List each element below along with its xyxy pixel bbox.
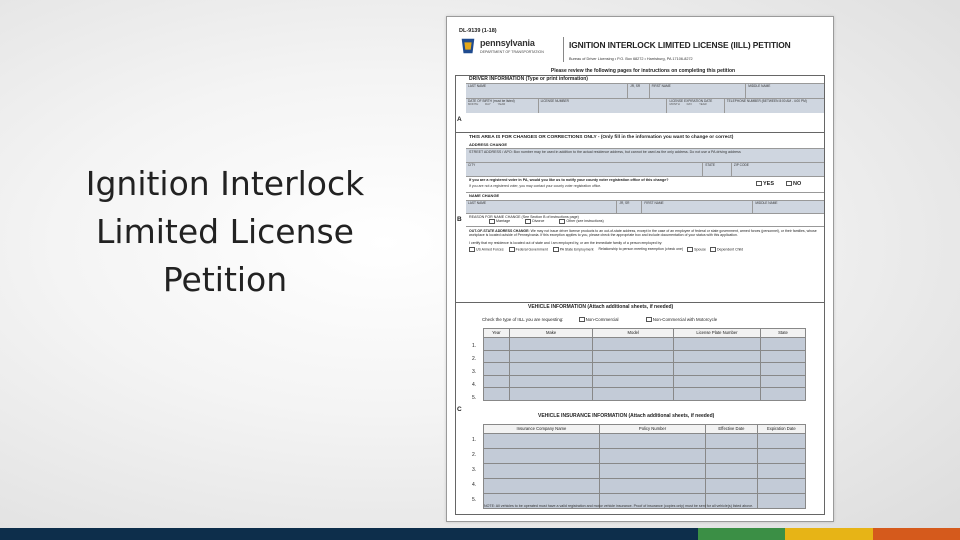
section-divider: [456, 302, 824, 303]
last-name-field[interactable]: LAST NAME: [466, 84, 627, 98]
color-bar-segment: [262, 528, 349, 540]
vehicle-cell[interactable]: [760, 350, 805, 363]
slide-title-line: Petition: [162, 260, 288, 299]
vehicle-cell[interactable]: [509, 338, 593, 351]
insurance-cell[interactable]: [599, 434, 705, 449]
new-last-name-field[interactable]: LAST NAME: [466, 201, 616, 213]
table-row: [484, 479, 806, 494]
table-row: [484, 363, 806, 376]
vehicle-cell[interactable]: [509, 375, 593, 388]
insurance-cell[interactable]: [757, 449, 805, 464]
vehicle-cell[interactable]: [509, 363, 593, 376]
insurance-cell[interactable]: [599, 479, 705, 494]
reason-other-option[interactable]: [559, 219, 603, 223]
city-field[interactable]: CITY: [466, 163, 702, 176]
agency-name: pennsylvania: [480, 38, 535, 49]
penndot-logo: [459, 37, 544, 55]
other-checkbox[interactable]: [559, 219, 565, 224]
color-bar-segment: [87, 528, 174, 540]
insurance-cell[interactable]: [599, 464, 705, 479]
section-b: [466, 134, 824, 300]
table-row: [484, 449, 806, 464]
table-row: [484, 350, 806, 363]
petition-form-image: [446, 16, 834, 522]
marriage-checkbox[interactable]: [489, 219, 495, 224]
first-name-field[interactable]: FIRST NAME: [649, 84, 746, 98]
insurance-cell[interactable]: [484, 434, 600, 449]
vehicle-cell[interactable]: [673, 375, 760, 388]
certify-line: I certify that my residence is located out of state and I am employed by, or am the immediate family of a person employed by:: [469, 240, 663, 245]
iill-type-row: [482, 317, 717, 322]
street-address-field[interactable]: STREET ADDRESS / APO: Box number may be used in addition to the actual residence address, but cannot be used as the only address. Do not use a PA driving address: [466, 148, 824, 162]
vehicle-cell[interactable]: [484, 350, 510, 363]
table-row: [484, 388, 806, 401]
yes-checkbox[interactable]: [756, 181, 762, 186]
dependent-label: Dependent Child: [716, 247, 744, 252]
new-suffix-field[interactable]: JR, SR: [616, 201, 641, 213]
col-plate: License Plate Number: [673, 329, 760, 338]
col-state: State: [760, 329, 805, 338]
insurance-cell[interactable]: [484, 479, 600, 494]
table-row: [484, 375, 806, 388]
certify-options: [469, 247, 821, 252]
vehicle-cell[interactable]: [593, 350, 674, 363]
vehicle-cell[interactable]: [673, 363, 760, 376]
vehicle-row-number: 5.: [472, 395, 477, 401]
out-of-state-block: [466, 226, 824, 252]
vehicle-cell[interactable]: [593, 338, 674, 351]
color-bar-segment: [436, 528, 523, 540]
vehicle-cell[interactable]: [509, 388, 593, 401]
vehicle-row-number: 2.: [472, 356, 477, 362]
other-label: Other (see instructions): [566, 219, 604, 224]
vehicle-cell[interactable]: [509, 350, 593, 363]
motorcycle-checkbox[interactable]: [646, 317, 652, 322]
new-name-row: [466, 200, 824, 213]
insurance-table: [483, 424, 806, 509]
col-year: Year: [484, 329, 510, 338]
iill-type-prompt: Check the type of IILL you are requesting:: [482, 317, 564, 322]
color-bar-segment: [785, 528, 872, 540]
name-change-label: NAME CHANGE: [466, 192, 824, 200]
col-effective-date: Effective Date: [706, 425, 758, 434]
bottom-color-bar: [0, 528, 960, 540]
insurance-cell[interactable]: [484, 464, 600, 479]
state-field[interactable]: STATE: [702, 163, 731, 176]
section-letter-a: A: [457, 116, 462, 123]
expiration-label: LICENSE EXPIRATION DATE: [669, 98, 713, 103]
pa-state-label: PA State Employment: [559, 247, 594, 252]
oos-text: We may not issue driver license products to an out-of-state address, except in the case of an employee of federal or state government, armed forces (personnel), or their families, whose workplace is located outside of Pennsylvania. If this exception applies to you, please check the appropriate box and include documentation of your status with this application.: [469, 228, 817, 237]
insurance-table-header: [484, 425, 806, 434]
middle-name-field[interactable]: MIDDLE NAME: [745, 84, 824, 98]
reason-label: REASON FOR NAME CHANGE (See Section B of instructions page): [469, 214, 579, 219]
reason-row: [466, 213, 824, 226]
vehicle-row-number: 3.: [472, 369, 477, 375]
vehicle-table: [483, 328, 806, 401]
vehicle-row-number: 4.: [472, 382, 477, 388]
voter-no-option[interactable]: [786, 181, 801, 187]
dob-year-label: YEAR: [497, 102, 506, 107]
non-commercial-checkbox[interactable]: [579, 317, 585, 322]
vehicle-cell[interactable]: [484, 375, 510, 388]
no-label: NO: [793, 181, 802, 188]
insurance-cell[interactable]: [706, 464, 758, 479]
divorce-checkbox[interactable]: [525, 219, 531, 224]
section-a: [466, 77, 824, 127]
insurance-cell[interactable]: [706, 434, 758, 449]
oos-header: OUT-OF-STATE ADDRESS CHANGE:: [469, 228, 530, 233]
exp-day-label: DAY: [686, 102, 693, 107]
bureau-address: Bureau of Driver Licensing • P.O. Box 68272 • Harrisburg, PA 17106-8272: [569, 57, 693, 61]
license-expiration-field[interactable]: [666, 99, 723, 113]
col-model: Model: [593, 329, 674, 338]
no-checkbox[interactable]: [786, 181, 792, 186]
dependent-checkbox[interactable]: [710, 247, 716, 252]
form-number: DL-9139 (1-18): [459, 28, 497, 34]
exp-year-label: YEAR: [699, 102, 707, 107]
federal-label: Federal Government: [515, 247, 548, 252]
vehicle-cell[interactable]: [673, 388, 760, 401]
armed-forces-checkbox[interactable]: [469, 247, 475, 252]
dob-label: DATE OF BIRTH (must be listed): [468, 98, 515, 103]
pa-state-checkbox[interactable]: [553, 247, 559, 252]
driver-name-row: [466, 83, 824, 98]
new-first-name-field[interactable]: FIRST NAME: [641, 201, 752, 213]
table-row: [484, 434, 806, 449]
non-commercial-label: Non-Commercial: [585, 317, 619, 322]
slide-title: [70, 160, 380, 304]
col-expiration-date: Expiration Date: [757, 425, 805, 434]
insurance-note: NOTE: All vehicles to be operated must have a valid registration and motor vehicle insurance. Proof of insurance (copies only) must be sent for all vehicle(s) listed above.: [484, 504, 754, 508]
color-bar-segment: [524, 528, 611, 540]
color-bar-segment: [175, 528, 262, 540]
reason-divorce-option[interactable]: [525, 219, 544, 223]
dob-field[interactable]: [466, 99, 538, 113]
license-number-field[interactable]: LICENSE NUMBER: [538, 99, 667, 113]
vehicle-cell[interactable]: [593, 375, 674, 388]
vehicle-cell[interactable]: [760, 388, 805, 401]
spouse-label: Spouse: [694, 247, 706, 252]
col-insurance-company: Insurance Company Name: [484, 425, 600, 434]
exp-month-label: MONTH: [669, 102, 680, 107]
new-middle-name-field[interactable]: MIDDLE NAME: [752, 201, 824, 213]
form-title: IGNITION INTERLOCK LIMITED LICENSE (IILL) PETITION: [569, 40, 791, 50]
vehicle-cell[interactable]: [593, 388, 674, 401]
dob-month-label: MONTH: [468, 102, 479, 107]
insurance-cell[interactable]: [706, 449, 758, 464]
color-bar-segment: [611, 528, 698, 540]
color-bar-segment: [0, 528, 87, 540]
insurance-cell[interactable]: [484, 449, 600, 464]
vehicle-cell[interactable]: [484, 363, 510, 376]
vehicle-table-header: [484, 329, 806, 338]
telephone-field[interactable]: TELEPHONE NUMBER (BETWEEN 8:00 AM - 4:00 PM): [724, 99, 824, 113]
keystone-logo-icon: [459, 37, 477, 55]
insurance-info-header: VEHICLE INSURANCE INFORMATION (Attach additional sheets, if needed): [538, 413, 715, 419]
insurance-cell[interactable]: [757, 464, 805, 479]
review-instructions: Please review the following pages for instructions on completing this petition: [550, 68, 736, 74]
insurance-row-number: 1.: [472, 437, 477, 443]
insurance-row-number: 3.: [472, 467, 477, 473]
color-bar-segment: [698, 528, 785, 540]
city-row: [466, 162, 824, 176]
table-row: [484, 464, 806, 479]
insurance-row-number: 2.: [472, 452, 477, 458]
driver-info-header: DRIVER INFORMATION (Type or print information): [469, 76, 588, 82]
divorce-label: Divorce: [532, 219, 545, 224]
reason-marriage-option[interactable]: [489, 219, 510, 223]
non-commercial-option[interactable]: [579, 317, 619, 322]
motorcycle-option[interactable]: [646, 317, 717, 322]
col-policy-number: Policy Number: [599, 425, 705, 434]
insurance-row-number: 4.: [472, 482, 477, 488]
col-make: Make: [509, 329, 593, 338]
vehicle-cell[interactable]: [673, 350, 760, 363]
agency-subtitle: DEPARTMENT OF TRANSPORTATION: [480, 49, 544, 54]
insurance-cell[interactable]: [599, 449, 705, 464]
relationship-label: Relationship to person meeting exemption (check one): [598, 247, 684, 252]
color-bar-segment: [349, 528, 436, 540]
changes-header: THIS AREA IS FOR CHANGES OR CORRECTIONS ONLY - (Only fill in the information you want to change or correct): [469, 135, 734, 140]
vehicle-cell[interactable]: [673, 338, 760, 351]
voter-yes-option[interactable]: [756, 181, 774, 187]
section-divider: [456, 132, 824, 133]
form-frame: [455, 75, 825, 515]
section-letter-c: C: [457, 406, 462, 413]
slide-title-line: Ignition Interlock: [85, 164, 365, 203]
voter-note: If you are not a registered voter, you may contact your county voter registration office.: [469, 184, 602, 189]
insurance-cell[interactable]: [757, 434, 805, 449]
slide-title-line: Limited License: [96, 212, 354, 251]
driver-id-row: [466, 98, 824, 113]
vehicle-row-number: 1.: [472, 343, 477, 349]
motorcycle-label: Non-Commercial with Motorcycle: [652, 317, 718, 322]
color-bar-segment: [873, 528, 960, 540]
vehicle-cell[interactable]: [760, 338, 805, 351]
federal-checkbox[interactable]: [509, 247, 515, 252]
armed-forces-label: US Armed Forces: [476, 247, 504, 252]
insurance-cell[interactable]: [706, 479, 758, 494]
vehicle-cell[interactable]: [593, 363, 674, 376]
vehicle-cell[interactable]: [484, 388, 510, 401]
vehicle-info-header: VEHICLE INFORMATION (Attach additional sheets, if needed): [528, 304, 674, 310]
dob-day-label: DAY: [485, 102, 491, 107]
title-divider: [563, 37, 564, 62]
address-change-label: ADDRESS CHANGE: [469, 141, 508, 147]
spouse-checkbox[interactable]: [687, 247, 693, 252]
vehicle-cell[interactable]: [484, 338, 510, 351]
marriage-label: Marriage: [496, 219, 511, 224]
voter-question: If you are a registered voter in PA, would you like us to notify your county voter registration office of this change?: [469, 178, 669, 183]
table-row: [484, 338, 806, 351]
insurance-cell[interactable]: [757, 479, 805, 494]
suffix-field[interactable]: JR, SR: [627, 84, 648, 98]
section-letter-b: B: [457, 216, 462, 223]
insurance-row-number: 5.: [472, 497, 477, 503]
vehicle-cell[interactable]: [760, 375, 805, 388]
vehicle-cell[interactable]: [760, 363, 805, 376]
voter-row: [466, 176, 824, 192]
zip-field[interactable]: ZIP CODE: [731, 163, 824, 176]
yes-label: YES: [763, 181, 775, 188]
